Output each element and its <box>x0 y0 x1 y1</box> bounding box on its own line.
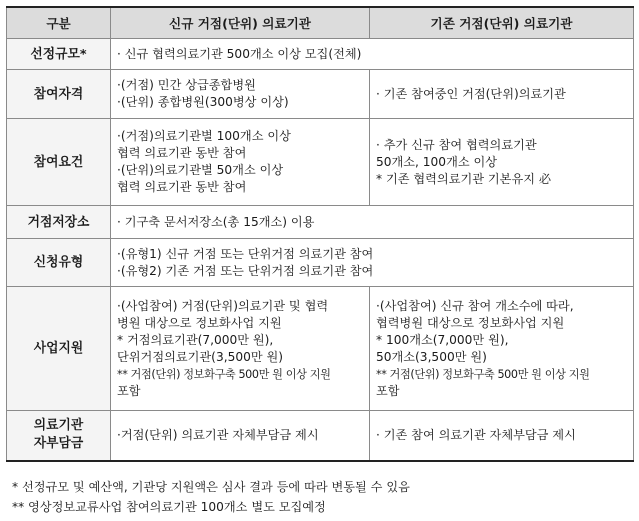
row-new-cell <box>111 287 370 411</box>
cell-line: * 100개소(7,000만 원), <box>376 332 509 347</box>
row-category: 사업지원 <box>7 287 111 411</box>
cell-line: ** 거점(단위) 정보화구축 500만 원 이상 지원 <box>376 367 590 381</box>
cell-line: * 기존 협력의료기관 기본유지 必 <box>376 171 552 186</box>
header-existing-institutions: 기존 거점(단위) 의료기관 <box>370 7 634 39</box>
cell-line: ·(거점) 민간 상급종합병원 <box>117 78 256 92</box>
cell-line: 병원 대상으로 정보화사업 지원 <box>117 315 282 330</box>
row-merged-cell <box>111 206 634 239</box>
row-merged-cell <box>111 239 634 287</box>
row-category: 신청유형 <box>7 239 111 287</box>
cell-line: 단위거점의료기관(3,500만 원) <box>117 349 284 364</box>
footnote: * 선정규모 및 예산액, 기관당 지원액은 심사 결과 등에 따라 변동될 수 있음 <box>12 480 410 494</box>
cell-line: 50개소, 100개소 이상 <box>376 154 498 169</box>
cell-line: · 기존 참여중인 거점(단위)의료기관 <box>376 86 566 101</box>
row-existing-cell <box>370 411 634 461</box>
cell-line: · 기구축 문서저장소(총 15개소) 이용 <box>117 214 315 229</box>
cell-line: 협력병원 대상으로 정보화사업 지원 <box>376 315 565 330</box>
table-row <box>7 411 634 461</box>
row-existing-cell <box>370 70 634 119</box>
program-table <box>6 6 634 462</box>
table-header-row <box>7 7 634 39</box>
cell-line: 50개소(3,500만 원) <box>376 349 487 364</box>
cell-line: * 거점의료기관(7,000만 원), <box>117 332 274 347</box>
row-new-cell <box>111 70 370 119</box>
table-row <box>7 287 634 411</box>
cell-line: ·(사업참여) 신규 참여 개소수에 따라, <box>376 298 574 313</box>
table-row <box>7 39 634 70</box>
cell-line: 협력 의료기관 동반 참여 <box>117 180 247 194</box>
cell-line: · 추가 신규 참여 협력의료기관 <box>376 137 537 152</box>
cell-line: 포함 <box>376 383 400 398</box>
cell-line: ·(단위) 종합병원(300병상 이상) <box>117 95 289 109</box>
table-row <box>7 239 634 287</box>
row-category: 참여자격 <box>7 70 111 119</box>
header-category: 구분 <box>7 7 111 39</box>
table-row <box>7 70 634 119</box>
row-category: 거점저장소 <box>7 206 111 239</box>
cell-line: ·(유형2) 기존 거점 또는 단위거점 의료기관 참여 <box>117 263 374 278</box>
table-row <box>7 206 634 239</box>
cell-line: · 기존 참여 의료기관 자체부담금 제시 <box>376 427 576 442</box>
row-merged-cell <box>111 39 634 70</box>
program-table-wrapper <box>6 6 633 462</box>
cell-line: 협력 의료기관 동반 참여 <box>117 146 247 160</box>
cell-line: ·(단위)의료기관별 50개소 이상 <box>117 163 284 177</box>
row-category: 참여요건 <box>7 119 111 206</box>
row-category: 의료기관 자부담금 <box>7 411 111 461</box>
row-new-cell <box>111 411 370 461</box>
table-row <box>7 119 634 206</box>
cell-line: ·거점(단위) 의료기관 자체부담금 제시 <box>117 427 319 442</box>
footnote: ** 영상정보교류사업 참여의료기관 100개소 별도 모집예정 <box>12 500 326 514</box>
row-existing-cell <box>370 119 634 206</box>
cell-line: ** 거점(단위) 정보화구축 500만 원 이상 지원 <box>117 367 331 381</box>
row-existing-cell <box>370 287 634 411</box>
header-new-institutions: 신규 거점(단위) 의료기관 <box>111 7 370 39</box>
row-category: 선정규모* <box>7 39 111 70</box>
row-new-cell <box>111 119 370 206</box>
cell-line: ·(거점)의료기관별 100개소 이상 <box>117 129 291 143</box>
cell-line: ·(사업참여) 거점(단위)의료기관 및 협력 <box>117 298 329 313</box>
cell-line: · 신규 협력의료기관 500개소 이상 모집(전체) <box>117 46 362 61</box>
cell-line: ·(유형1) 신규 거점 또는 단위거점 의료기관 참여 <box>117 246 374 261</box>
cell-line: 포함 <box>117 383 141 398</box>
